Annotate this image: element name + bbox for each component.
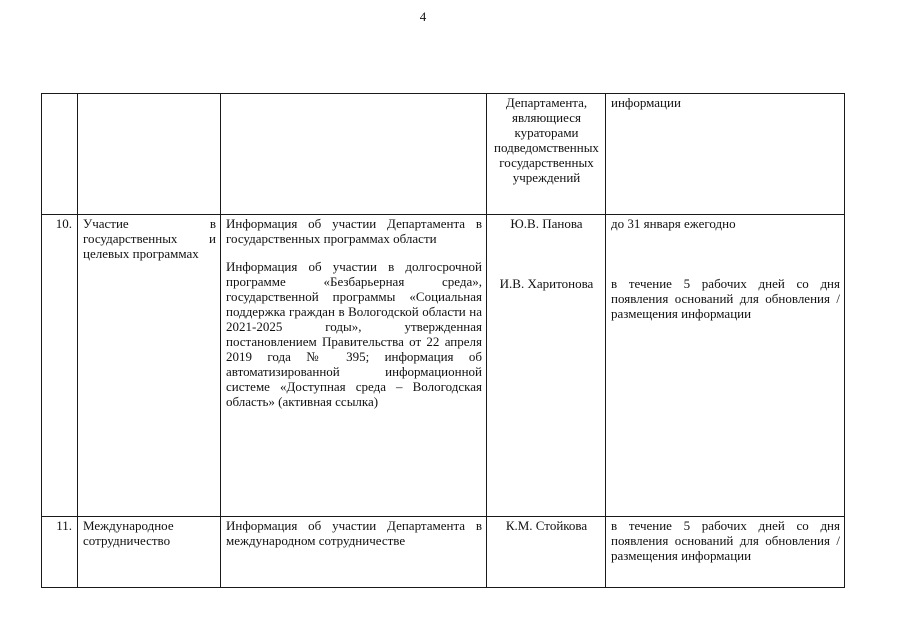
row-number: 11. [56, 518, 72, 533]
cell-section-11 [78, 517, 221, 588]
cell-term-10 [606, 215, 845, 517]
term-2: в течение 5 рабочих дней со дня появления оснований для обновления /размещения информации [611, 276, 840, 321]
page-number: 4 [419, 9, 427, 24]
cell-term-11 [606, 517, 845, 588]
cell-section-10 [78, 215, 221, 517]
cell-responsible-continued [487, 94, 606, 215]
cell-responsible-10 [487, 215, 606, 517]
cell-term-continued [606, 94, 845, 215]
responsible-1: Ю.В. Панова [510, 216, 583, 231]
cell-number-10 [42, 215, 78, 517]
table-row-10 [42, 215, 845, 517]
document-table [41, 93, 845, 588]
term-1: до 31 января ежегодно [611, 216, 736, 231]
cell-info-10 [221, 215, 487, 517]
info-item-2: Информация об участии в долгосрочной программе «Безбарьерная среда», государственной программы «Социальная поддержка граждан в Вологодской области на 2021-2025 годы», утвержденная постановлением Правительства от 22 апреля 2019 года № 395; информация об автоматизированной информационной системе «Доступная среда – Вологодская область» (активная ссылка) [226, 259, 482, 409]
row-number: 10. [55, 216, 72, 231]
term: в течение 5 рабочих дней со дня появления оснований для обновления /размещения информации [611, 518, 840, 563]
section-title: Международное сотрудничество [83, 518, 174, 548]
cell-info-11 [221, 517, 487, 588]
cell-responsible-11 [487, 517, 606, 588]
table-row-continued [42, 94, 845, 215]
cell-number-11 [42, 517, 78, 588]
cell-number-continued [42, 94, 78, 215]
table-row-11 [42, 517, 845, 588]
term-text: информации [611, 95, 681, 110]
responsible-text: Департамента, являющиеся кураторами подведомственных государственных учреждений [494, 95, 599, 185]
cell-info-continued [221, 94, 487, 215]
info-item: Информация об участии Департамента в международном сотрудничестве [226, 518, 482, 548]
info-item-1: Информация об участии Департамента в государственных программах области [226, 216, 482, 246]
cell-section-continued [78, 94, 221, 215]
responsible-2: И.В. Харитонова [499, 276, 594, 291]
responsible: К.М. Стойкова [505, 518, 588, 533]
section-title: Участие в государственных и целевых программах [83, 216, 216, 261]
